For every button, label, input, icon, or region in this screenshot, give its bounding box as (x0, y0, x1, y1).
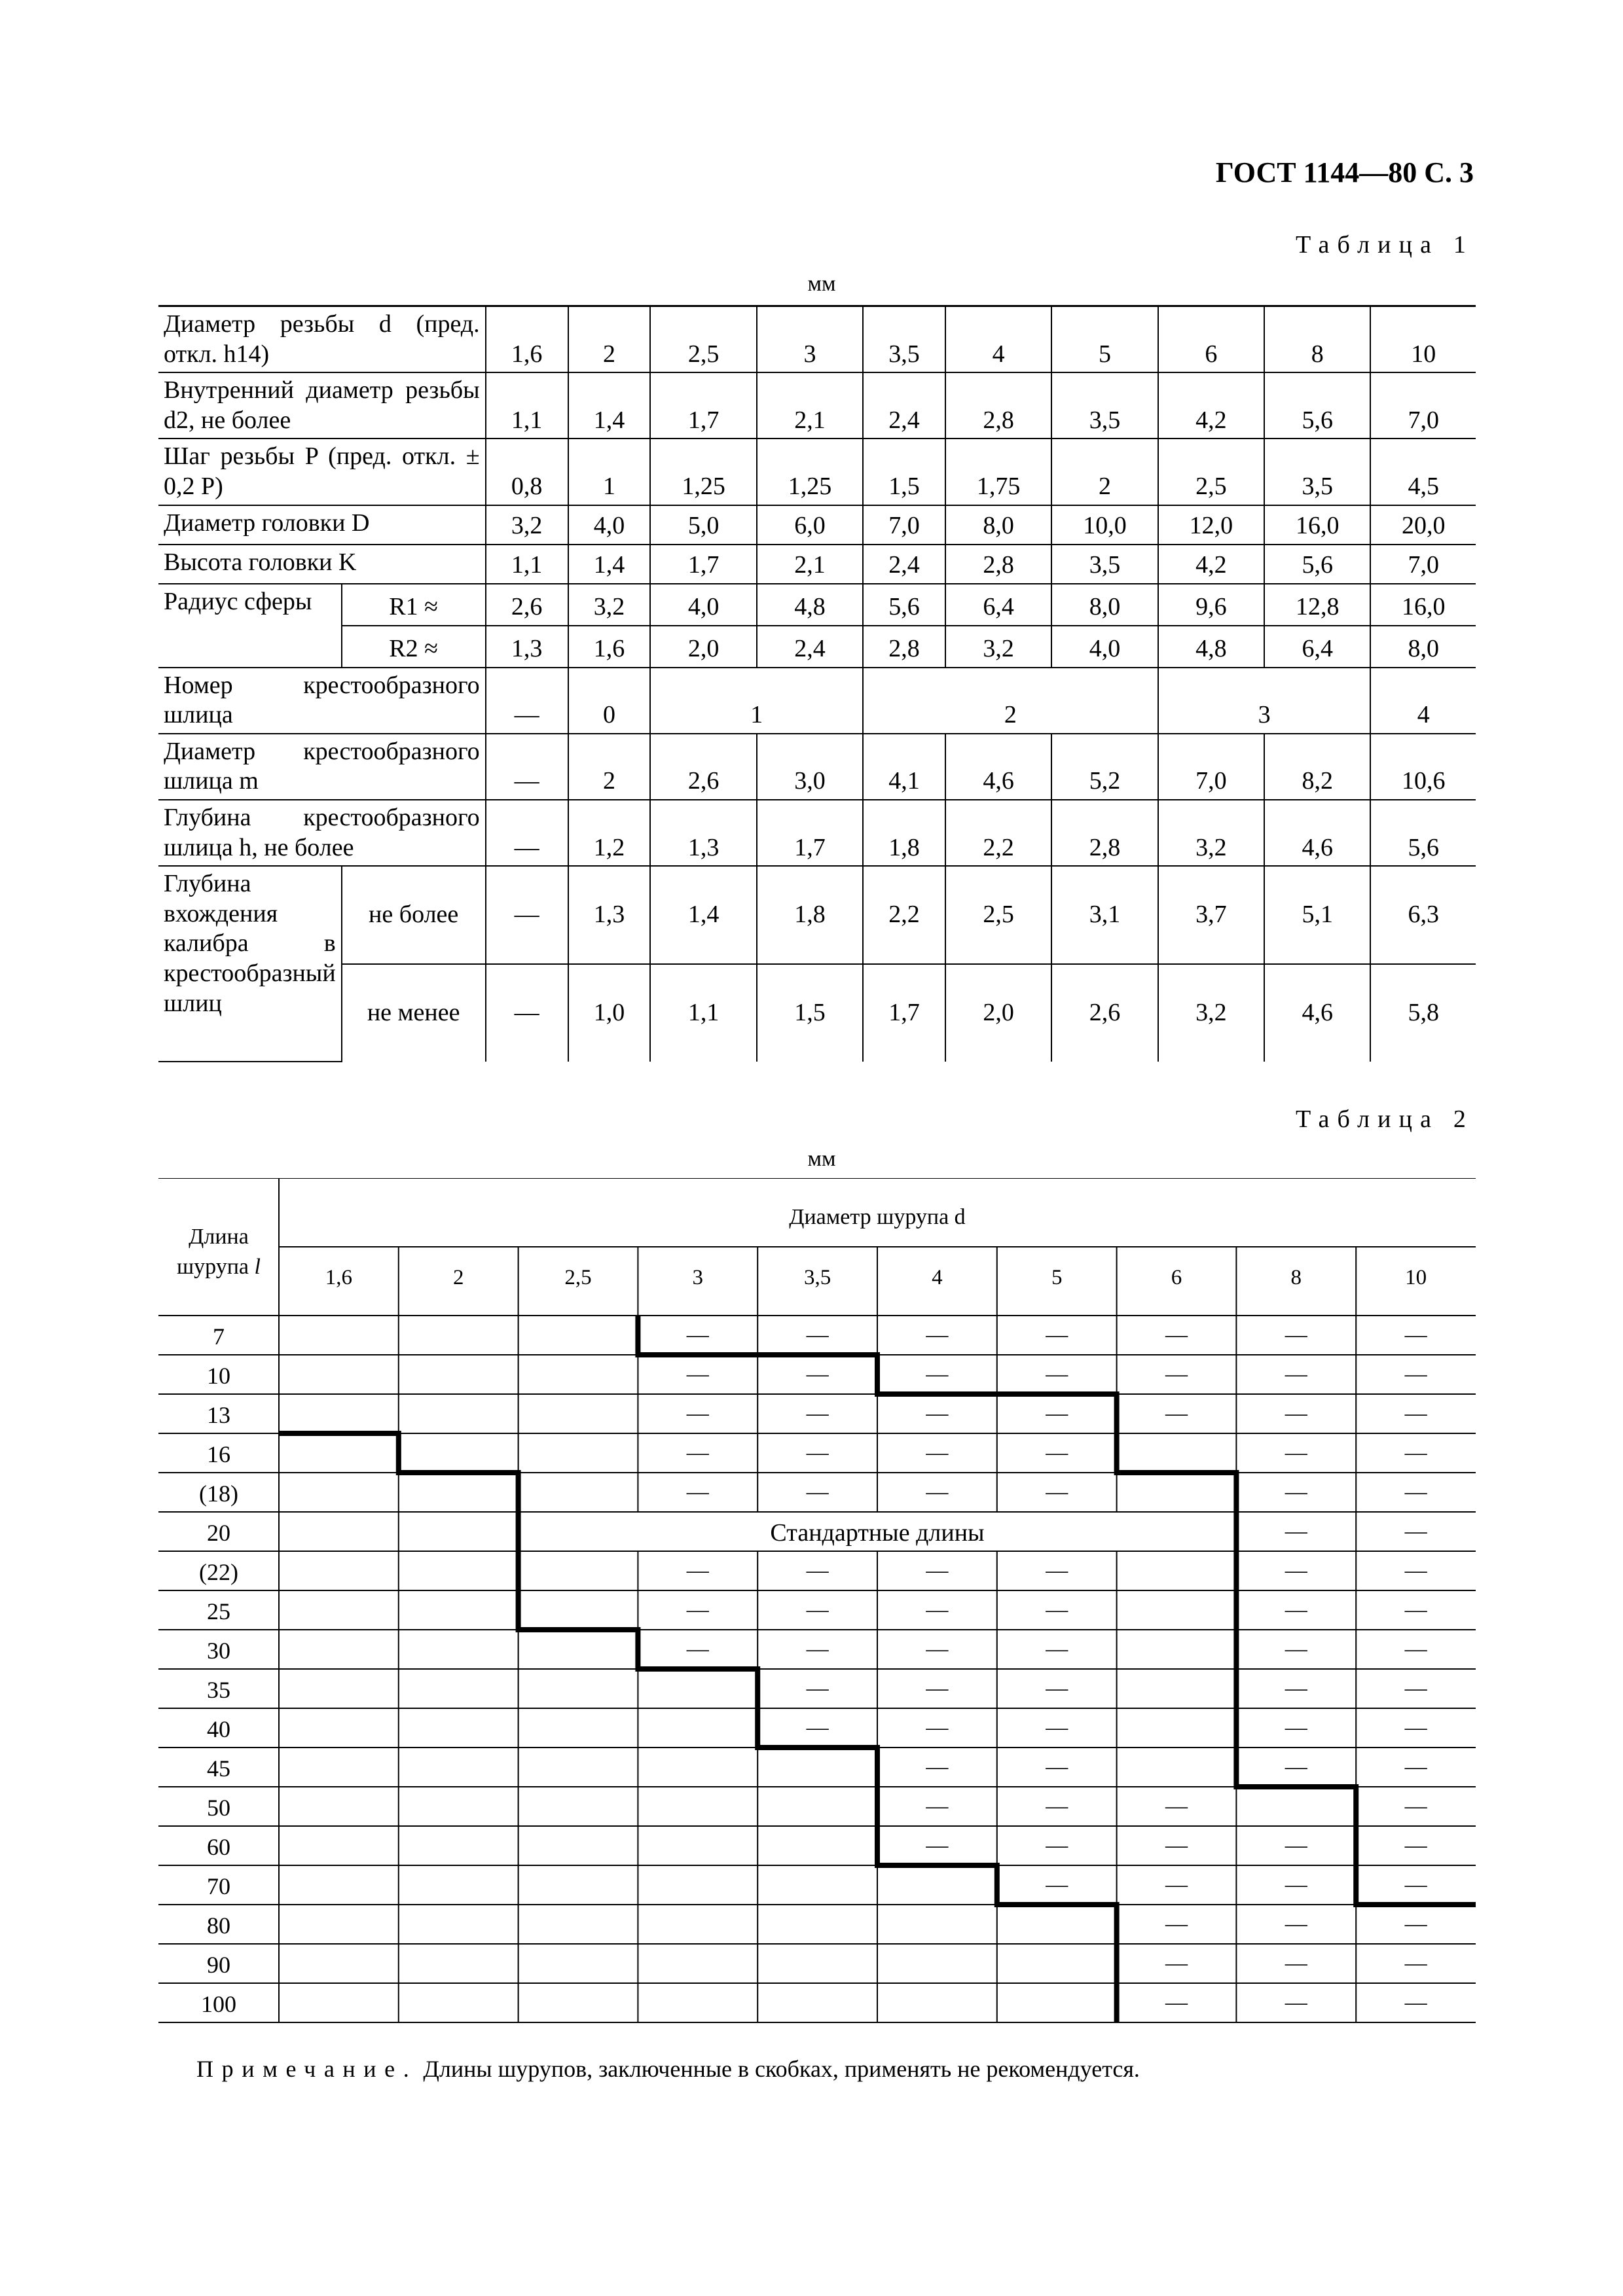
table1-cell: 8 (1264, 306, 1370, 373)
table1-cell: 1,3 (650, 800, 756, 866)
table1-cell: 16,0 (1264, 505, 1370, 545)
table2-length: 13 (207, 1402, 230, 1428)
table1-cell: 4,1 (863, 734, 945, 800)
table2-dash: — (1046, 1441, 1068, 1465)
table2-length: 70 (207, 1873, 230, 1899)
table1-cell: 10,6 (1370, 734, 1476, 800)
table1-cell: 2,5 (945, 866, 1051, 964)
table1-cell: 5,6 (1264, 545, 1370, 584)
table1-cell: 1,5 (863, 439, 945, 505)
table2-dash: — (1046, 1480, 1068, 1504)
page-header: ГОСТ 1144—80 С. 3 (1215, 156, 1474, 188)
table2-dash: — (686, 1637, 709, 1661)
table1 (158, 305, 1476, 1062)
table2-unit: мм (807, 1147, 836, 1171)
table2-diameter: 8 (1290, 1266, 1302, 1289)
table1-cell: 1,4 (650, 866, 756, 964)
table2-dash: — (686, 1362, 709, 1386)
table1-cell: 1 (568, 439, 651, 505)
table1-cell: 5,6 (1264, 372, 1370, 439)
table2-dash: — (1404, 1715, 1427, 1740)
table2-dash: — (1404, 1873, 1427, 1897)
table2-length: (18) (199, 1480, 238, 1507)
table1-cell: 1,0 (568, 964, 651, 1062)
table1-cell: 6,3 (1370, 866, 1476, 964)
table2-dash: — (926, 1362, 949, 1386)
table1-row (158, 584, 1476, 626)
table1-row-label: Глубина крестообразного шлица h, не более (158, 800, 486, 866)
table2-row-header: шурупа l (177, 1255, 261, 1279)
table1-sub-label: R1 ≈ (342, 584, 486, 626)
table2-length: 45 (207, 1755, 230, 1782)
table2-dash: — (1404, 1990, 1427, 2015)
table1-cell: 1,6 (568, 626, 651, 668)
table2-dash: — (806, 1480, 829, 1504)
table2-dash: — (686, 1323, 709, 1347)
table2-length: 25 (207, 1598, 230, 1624)
table2-dash: — (1285, 1362, 1307, 1386)
table2-dash: — (806, 1637, 829, 1661)
table2-dash: — (1285, 1990, 1307, 2015)
table1-cell: 2 (568, 306, 651, 373)
table1-cell: 2,1 (757, 372, 863, 439)
table2-dash: — (806, 1441, 829, 1465)
table1-cell: 3,5 (1264, 439, 1370, 505)
table2-dash: — (1404, 1323, 1427, 1347)
table1-cell: 2,0 (650, 626, 756, 668)
table1-cell: 1,25 (757, 439, 863, 505)
table2-row-header: Длина (189, 1225, 249, 1249)
table2-dash: — (1285, 1676, 1307, 1700)
table2-diameter: 4 (932, 1266, 943, 1289)
table1-cell: 12,8 (1264, 584, 1370, 626)
table2-dash: — (1285, 1598, 1307, 1622)
table1-cell: 4,6 (1264, 800, 1370, 866)
table2-dash: — (1404, 1912, 1427, 1936)
table2-dash: — (926, 1480, 949, 1504)
table1-cell: 8,0 (1370, 626, 1476, 668)
table1-cell: 2,4 (863, 372, 945, 439)
table1-cell: 2,6 (486, 584, 568, 626)
table1-cell: 4,0 (650, 584, 756, 626)
table1-row (158, 439, 1476, 505)
table1-cell: 5,2 (1051, 734, 1158, 800)
table2-dash: — (1285, 1912, 1307, 1936)
table1-cell: 2,2 (863, 866, 945, 964)
table2-diameter: 1,6 (325, 1266, 353, 1289)
table2-dash: — (1404, 1951, 1427, 1975)
table1-row (158, 626, 1476, 668)
table1-row-label: Номер крестообразного шлица (158, 668, 486, 734)
table1-cell: 1,4 (568, 372, 651, 439)
table1-cell: 4,2 (1158, 545, 1264, 584)
table2-dash: — (1046, 1362, 1068, 1386)
table2-length: 80 (207, 1912, 230, 1939)
table2-dash: — (1165, 1912, 1188, 1936)
table1-cell: 2 (1051, 439, 1158, 505)
table1-cell: 20,0 (1370, 505, 1476, 545)
table2-dash: — (1046, 1755, 1068, 1779)
table2-col-header: Диаметр шурупа d (789, 1205, 966, 1229)
table2-dash: — (1285, 1715, 1307, 1740)
table1-row-label: Диаметр головки D (158, 505, 486, 545)
table1-cell: 16,0 (1370, 584, 1476, 626)
table2-length: 40 (207, 1716, 230, 1742)
note-prefix: Примечание. (196, 2056, 418, 2082)
table2-length: 16 (207, 1441, 230, 1467)
table2-dash: — (806, 1323, 829, 1347)
table2-dash: — (1404, 1441, 1427, 1465)
table2-dash: — (1285, 1480, 1307, 1504)
table1-cell: 8,2 (1264, 734, 1370, 800)
table1-cell: 2,8 (945, 545, 1051, 584)
table1-cell: 1,25 (650, 439, 756, 505)
table2-diameter: 2 (452, 1266, 464, 1289)
table1-cell: 4 (1370, 668, 1476, 734)
table1-cell: — (486, 866, 568, 964)
table2-standard-label: Стандартные длины (770, 1519, 985, 1547)
table1-cell: 2,1 (757, 545, 863, 584)
table2-grid (158, 1178, 1476, 2026)
table1-cell: 4 (945, 306, 1051, 373)
table1-cell: 3,2 (486, 505, 568, 545)
table1-row (158, 505, 1476, 545)
table2-dash: — (1285, 1637, 1307, 1661)
table1-cell: — (486, 734, 568, 800)
table2-dash: — (1046, 1794, 1068, 1818)
table2-diameter: 6 (1171, 1266, 1182, 1289)
table1-sub-label: не менее (342, 964, 486, 1062)
table2-dash: — (926, 1755, 949, 1779)
table1-cell: 4,5 (1370, 439, 1476, 505)
table2-dash: — (1285, 1951, 1307, 1975)
table1-cell: 4,8 (757, 584, 863, 626)
table1-cell: 10 (1370, 306, 1476, 373)
table2-dash: — (1165, 1401, 1188, 1426)
table2-dash: — (1046, 1676, 1068, 1700)
table1-cell: 1,7 (650, 545, 756, 584)
table2-dash: — (926, 1676, 949, 1700)
table2-dash: — (806, 1715, 829, 1740)
table1-row-label: Радиус сферы (158, 584, 342, 668)
table2-diameter: 5 (1051, 1266, 1063, 1289)
table1-cell: 2 (568, 734, 651, 800)
table2-dash: — (926, 1441, 949, 1465)
table2-diameter: 3 (692, 1266, 704, 1289)
table2-dash: — (1404, 1794, 1427, 1818)
table1-cell: — (486, 964, 568, 1062)
table1-cell: 4,0 (1051, 626, 1158, 668)
table2-dash: — (806, 1558, 829, 1583)
table1-cell: 2,6 (650, 734, 756, 800)
table1-cell: 4,8 (1158, 626, 1264, 668)
table2-dash: — (1404, 1676, 1427, 1700)
table2-dash: — (1165, 1362, 1188, 1386)
table1-cell: 7,0 (1370, 545, 1476, 584)
table1-cell: 6,4 (945, 584, 1051, 626)
table1-cell: 4,6 (945, 734, 1051, 800)
table1-cell: 1 (650, 668, 863, 734)
table2-length: 20 (207, 1520, 230, 1546)
table1-cell: 2,8 (1051, 800, 1158, 866)
table1-cell: 3,2 (1158, 800, 1264, 866)
table2-dash: — (1404, 1558, 1427, 1583)
table1-cell: 7,0 (863, 505, 945, 545)
table1-cell: 5,6 (863, 584, 945, 626)
table1-row (158, 734, 1476, 800)
table1-row (158, 372, 1476, 439)
table1-caption: Таблица 1 (1296, 231, 1474, 259)
table1-cell: 1,1 (486, 372, 568, 439)
table1-cell: 12,0 (1158, 505, 1264, 545)
table1-row-label: Глубина вхождения калибра в крестообразный шлиц (158, 866, 342, 1062)
table1-cell: 10,0 (1051, 505, 1158, 545)
table1-cell: 4,6 (1264, 964, 1370, 1062)
table2-dash: — (1165, 1833, 1188, 1857)
note-text: Длины шурупов, заключенные в скобках, применять не рекомендуется. (417, 2056, 1140, 2082)
table2-dash: — (686, 1441, 709, 1465)
table1-cell: 1,2 (568, 800, 651, 866)
table2-dash: — (806, 1401, 829, 1426)
table2-length: 100 (201, 1991, 236, 2017)
table1-cell: 3 (1158, 668, 1371, 734)
table1-cell: — (486, 668, 568, 734)
table1-cell: 2,0 (945, 964, 1051, 1062)
table2-length: (22) (199, 1559, 238, 1585)
table2-length: 60 (207, 1834, 230, 1860)
table1-cell: 2,4 (757, 626, 863, 668)
table1-sub-label: R2 ≈ (342, 626, 486, 668)
table2-diameter: 3,5 (803, 1266, 831, 1289)
table2-dash: — (1404, 1637, 1427, 1661)
table2-dash: — (926, 1323, 949, 1347)
table1-cell: 0,8 (486, 439, 568, 505)
table1-cell: 7,0 (1158, 734, 1264, 800)
table2 (158, 1178, 1476, 2026)
table2-dash: — (1046, 1637, 1068, 1661)
table1-cell: 6 (1158, 306, 1264, 373)
table1-cell: 5,8 (1370, 964, 1476, 1062)
table1-cell: 5,6 (1370, 800, 1476, 866)
table2-dash: — (686, 1401, 709, 1426)
table1-cell: 3,5 (1051, 545, 1158, 584)
table1-cell: 1,3 (568, 866, 651, 964)
table2-dash: — (926, 1833, 949, 1857)
table2-dash: — (926, 1401, 949, 1426)
table1-cell: 3,2 (945, 626, 1051, 668)
table2-dash: — (806, 1598, 829, 1622)
table2-dash: — (1046, 1833, 1068, 1857)
table1-cell: 2,6 (1051, 964, 1158, 1062)
table1-cell: 7,0 (1370, 372, 1476, 439)
table1-cell: 3,7 (1158, 866, 1264, 964)
table2-length: 7 (213, 1323, 225, 1350)
table1-cell: 8,0 (1051, 584, 1158, 626)
table1-row (158, 668, 1476, 734)
table1-cell: 5 (1051, 306, 1158, 373)
table1-row (158, 866, 1476, 964)
table1-cell: 1,5 (757, 964, 863, 1062)
table1-cell: 1,4 (568, 545, 651, 584)
table1-cell: 1,7 (863, 964, 945, 1062)
table2-dash: — (926, 1637, 949, 1661)
table2-dash: — (686, 1480, 709, 1504)
table1-cell: 1,7 (650, 372, 756, 439)
table1-cell: 3,2 (568, 584, 651, 626)
table1-cell: 6,4 (1264, 626, 1370, 668)
table2-length: 35 (207, 1677, 230, 1703)
table1-cell: 3,1 (1051, 866, 1158, 964)
table1-cell: 4,2 (1158, 372, 1264, 439)
table1-cell: 1,1 (650, 964, 756, 1062)
table2-dash: — (1285, 1833, 1307, 1857)
table2-dash: — (1404, 1480, 1427, 1504)
table2-dash: — (1285, 1519, 1307, 1543)
table2-dash: — (1404, 1362, 1427, 1386)
table2-dash: — (1165, 1990, 1188, 2015)
table1-row (158, 800, 1476, 866)
table2-dash: — (686, 1558, 709, 1583)
table2-dash: — (1404, 1401, 1427, 1426)
table2-dash: — (1285, 1755, 1307, 1779)
table1-cell: 1,6 (486, 306, 568, 373)
table1-cell: 2,5 (650, 306, 756, 373)
table1-sub-label: не более (342, 866, 486, 964)
table1-cell: 3,5 (863, 306, 945, 373)
table1-cell: 1,8 (863, 800, 945, 866)
table1-cell: 5,0 (650, 505, 756, 545)
table2-dash: — (1046, 1715, 1068, 1740)
table2-diameter: 2,5 (564, 1266, 592, 1289)
table1-row (158, 306, 1476, 373)
table2-dash: — (1404, 1519, 1427, 1543)
table2-length: 50 (207, 1795, 230, 1821)
table1-cell: 4,0 (568, 505, 651, 545)
table1-cell: 2,8 (945, 372, 1051, 439)
table1-cell: 0 (568, 668, 651, 734)
table1-cell: 2 (863, 668, 1158, 734)
table1-row-label: Диаметр крестообразного шлица m (158, 734, 486, 800)
table2-dash: — (926, 1715, 949, 1740)
table1-row (158, 545, 1476, 584)
table1-cell: 1,3 (486, 626, 568, 668)
table1-cell: 3,5 (1051, 372, 1158, 439)
table2-length: 10 (207, 1363, 230, 1389)
table1-cell: 2,4 (863, 545, 945, 584)
table2-dash: — (806, 1676, 829, 1700)
table1-row-label: Диаметр резьбы d (пред. откл. h14) (158, 306, 486, 373)
table2-dash: — (1046, 1558, 1068, 1583)
table2-dash: — (1165, 1951, 1188, 1975)
table1-cell: 5,1 (1264, 866, 1370, 964)
table1-cell: 8,0 (945, 505, 1051, 545)
table2-dash: — (1404, 1598, 1427, 1622)
table2-dash: — (1404, 1755, 1427, 1779)
table2-dash: — (1285, 1558, 1307, 1583)
table1-cell: — (486, 800, 568, 866)
table2-dash: — (1404, 1833, 1427, 1857)
table2-dash: — (686, 1598, 709, 1622)
table2-dash: — (806, 1362, 829, 1386)
table1-cell: 9,6 (1158, 584, 1264, 626)
table1-cell: 6,0 (757, 505, 863, 545)
table1-cell: 3,2 (1158, 964, 1264, 1062)
table1-cell: 1,7 (757, 800, 863, 866)
table1-cell: 2,8 (863, 626, 945, 668)
table2-caption: Таблица 2 (1296, 1105, 1474, 1133)
table1-cell: 2,2 (945, 800, 1051, 866)
table2-dash: — (1285, 1401, 1307, 1426)
table1-cell: 3,0 (757, 734, 863, 800)
table2-dash: — (1046, 1873, 1068, 1897)
table2-dash: — (1046, 1598, 1068, 1622)
table1-cell: 2,5 (1158, 439, 1264, 505)
table2-dash: — (1165, 1794, 1188, 1818)
table1-cell: 1,1 (486, 545, 568, 584)
table1-unit: мм (807, 272, 836, 296)
table2-dash: — (1285, 1323, 1307, 1347)
table2-dash: — (1165, 1873, 1188, 1897)
table2-dash: — (926, 1598, 949, 1622)
table1-row-label: Внутренний диаметр резьбы d2, не более (158, 372, 486, 439)
table2-dash: — (1165, 1323, 1188, 1347)
table2-dash: — (1285, 1441, 1307, 1465)
table1-cell: 1,8 (757, 866, 863, 964)
table2-dash: — (1046, 1401, 1068, 1426)
table2-note (196, 2055, 1140, 2083)
table1-row (158, 964, 1476, 1062)
table1-cell: 3 (757, 306, 863, 373)
table1-row-label: Высота головки K (158, 545, 486, 584)
table2-dash: — (1285, 1873, 1307, 1897)
table2-dash: — (1046, 1323, 1068, 1347)
table2-diameter: 10 (1405, 1266, 1427, 1289)
table2-dash: — (926, 1794, 949, 1818)
table1-cell: 1,75 (945, 439, 1051, 505)
table2-dash: — (926, 1558, 949, 1583)
table2-length: 30 (207, 1638, 230, 1664)
table2-length: 90 (207, 1952, 230, 1978)
table1-row-label: Шаг резьбы P (пред. откл. ± 0,2 P) (158, 439, 486, 505)
